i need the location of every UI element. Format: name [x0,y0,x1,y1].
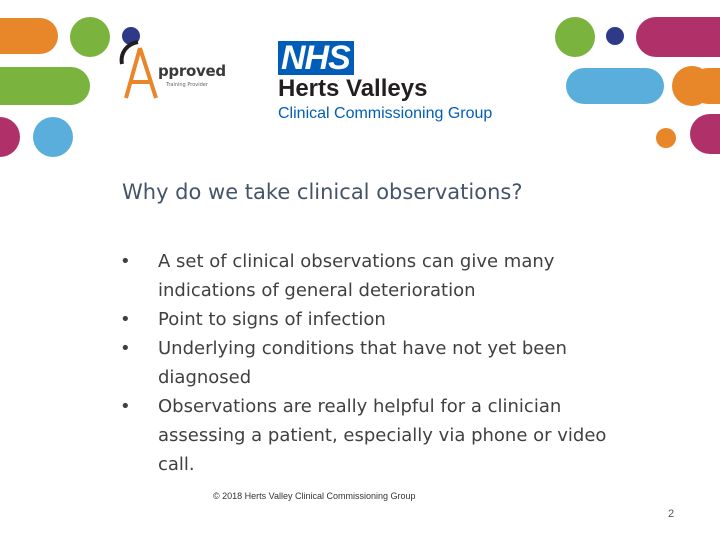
nhs-logo [278,41,492,124]
bullet-text: Underlying conditions that have not yet been diagnosed [158,338,567,388]
slide-title: Why do we take clinical observations? [122,180,523,204]
bullet-text: Point to signs of infection [158,309,386,330]
decor-dot-magenta [0,117,20,157]
bullet-icon: • [120,309,131,330]
bullet-icon: • [120,396,131,417]
bullet-list [118,247,638,479]
bullet-text: A set of clinical observations can give many indications of general deterioration [158,251,555,301]
decor-pill-green [0,67,90,105]
list-item [118,247,638,305]
decor-pill-blue-right [566,68,664,104]
approved-a-icon [118,38,162,102]
bullet-icon: • [120,338,131,359]
approved-brand-text: pproved [158,62,226,80]
decor-pill-magenta-lower [690,114,720,154]
list-item [118,334,638,392]
page-number: 2 [668,508,675,520]
org-subtitle: Clinical Commissioning Group [278,105,493,122]
approved-tagline: Training Provider [166,82,208,88]
list-item [118,305,638,334]
bullet-text: Observations are really helpful for a clinician assessing a patient, especially via phone or video call. [158,396,607,475]
list-item [118,392,638,479]
decor-pill-orange-right [690,68,720,104]
decor-pill-magenta-right [636,17,720,57]
footer-copyright: © 2018 Herts Valley Clinical Commissioning Group [213,491,416,501]
decor-dot-green [70,17,110,57]
bullet-icon: • [120,251,131,272]
decor-dot-green-right [555,17,595,57]
decor-pill-orange [0,18,58,54]
nhs-badge: NHS [278,41,354,75]
decor-dot-navy-right [606,27,624,45]
org-name: Herts Valleys [278,75,428,102]
decor-dot-orange-small [656,128,676,148]
decor-dot-blue [33,117,73,157]
